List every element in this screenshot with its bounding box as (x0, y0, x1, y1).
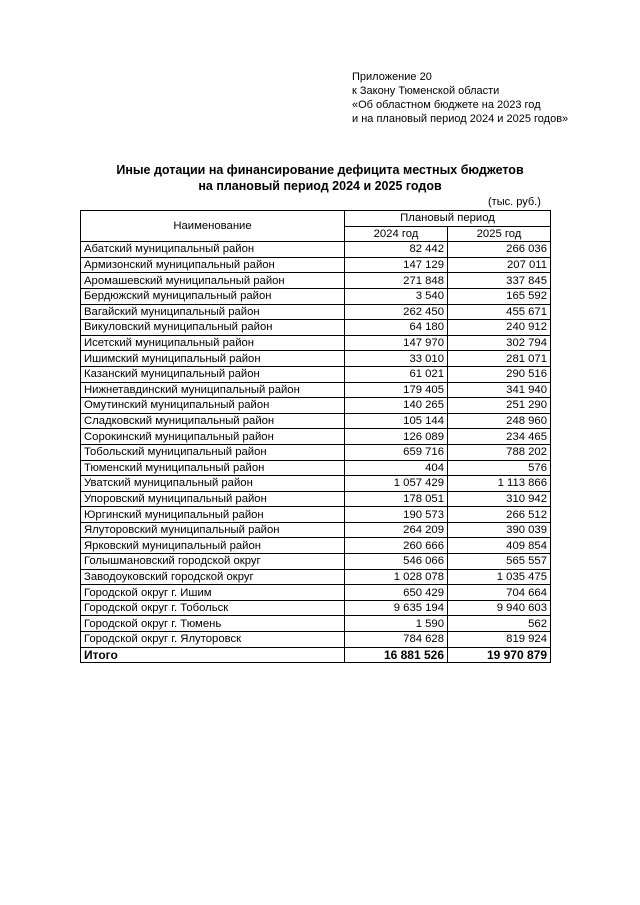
district-name-cell: Сорокинский муниципальный район (81, 429, 345, 445)
appendix-note-line: Приложение 20 (352, 71, 432, 83)
district-name-cell: Городской округ г. Тюмень (81, 616, 345, 632)
appendix-note-line: к Закону Тюменской области (352, 85, 500, 97)
value-2024-cell: 650 429 (345, 585, 448, 601)
value-2025-cell: 565 557 (448, 554, 551, 570)
district-name-cell: Упоровский муниципальный район (81, 491, 345, 507)
table-row (81, 335, 551, 351)
value-2025-cell: 207 011 (448, 257, 551, 273)
table-row (81, 554, 551, 570)
value-2024-cell: 33 010 (345, 351, 448, 367)
value-2024-cell: 271 848 (345, 273, 448, 289)
district-name-cell: Нижнетавдинский муниципальный район (81, 382, 345, 398)
value-2025-cell: 310 942 (448, 491, 551, 507)
table-row (81, 522, 551, 538)
value-2025-cell: 1 113 866 (448, 476, 551, 492)
value-2025-cell: 562 (448, 616, 551, 632)
table-row (81, 257, 551, 273)
title-line: Иные дотации на финансирование дефицита местных бюджетов (116, 163, 524, 177)
value-2024-cell: 264 209 (345, 522, 448, 538)
value-2025-cell: 266 512 (448, 507, 551, 523)
unit-label: (тыс. руб.) (488, 196, 541, 208)
table-row (81, 320, 551, 336)
appendix-note-line: и на плановый период 2024 и 2025 годов» (352, 113, 569, 125)
value-2025-cell: 788 202 (448, 444, 551, 460)
district-name-cell: Армизонский муниципальный район (81, 257, 345, 273)
table-total-row (81, 647, 551, 663)
total-2024-cell: 16 881 526 (345, 647, 448, 663)
value-2024-cell: 126 089 (345, 429, 448, 445)
column-header-2025: 2025 год (448, 226, 551, 242)
district-name-cell: Ишимский муниципальный район (81, 351, 345, 367)
value-2025-cell: 9 940 603 (448, 600, 551, 616)
value-2025-cell: 240 912 (448, 320, 551, 336)
value-2025-cell: 341 940 (448, 382, 551, 398)
district-name-cell: Тобольский муниципальный район (81, 444, 345, 460)
value-2025-cell: 409 854 (448, 538, 551, 554)
value-2025-cell: 165 592 (448, 288, 551, 304)
value-2024-cell: 82 442 (345, 242, 448, 258)
district-name-cell: Голышмановский городской округ (81, 554, 345, 570)
district-name-cell: Городской округ г. Ишим (81, 585, 345, 601)
district-name-cell: Омутинский муниципальный район (81, 398, 345, 414)
table-row (81, 398, 551, 414)
appendix-note-line: «Об областном бюджете на 2023 год (352, 99, 541, 111)
district-name-cell: Бердюжский муниципальный район (81, 288, 345, 304)
value-2024-cell: 1 057 429 (345, 476, 448, 492)
value-2025-cell: 337 845 (448, 273, 551, 289)
value-2024-cell: 659 716 (345, 444, 448, 460)
value-2024-cell: 105 144 (345, 413, 448, 429)
value-2024-cell: 147 970 (345, 335, 448, 351)
table-row (81, 242, 551, 258)
district-name-cell: Уватский муниципальный район (81, 476, 345, 492)
value-2024-cell: 260 666 (345, 538, 448, 554)
value-2024-cell: 3 540 (345, 288, 448, 304)
value-2024-cell: 1 028 078 (345, 569, 448, 585)
district-name-cell: Викуловский муниципальный район (81, 320, 345, 336)
table-row (81, 491, 551, 507)
table-body (81, 242, 551, 663)
subsidy-table (80, 210, 551, 663)
district-name-cell: Городской округ г. Тобольск (81, 600, 345, 616)
column-header-2024: 2024 год (345, 226, 448, 242)
table-row (81, 304, 551, 320)
total-label-cell: Итого (81, 647, 345, 663)
value-2025-cell: 248 960 (448, 413, 551, 429)
value-2025-cell: 290 516 (448, 366, 551, 382)
district-name-cell: Исетский муниципальный район (81, 335, 345, 351)
table-row (81, 460, 551, 476)
column-header-name: Наименование (81, 211, 345, 242)
column-header-plan-period: Плановый период (345, 211, 551, 227)
district-name-cell: Заводоуковский городской округ (81, 569, 345, 585)
value-2024-cell: 140 265 (345, 398, 448, 414)
value-2024-cell: 784 628 (345, 632, 448, 648)
value-2024-cell: 61 021 (345, 366, 448, 382)
district-name-cell: Сладковский муниципальный район (81, 413, 345, 429)
value-2025-cell: 234 465 (448, 429, 551, 445)
district-name-cell: Городской округ г. Ялуторовск (81, 632, 345, 648)
title-line: на плановый период 2024 и 2025 годов (198, 179, 442, 193)
value-2024-cell: 404 (345, 460, 448, 476)
document-title (60, 162, 580, 194)
value-2024-cell: 190 573 (345, 507, 448, 523)
district-name-cell: Тюменский муниципальный район (81, 460, 345, 476)
table-row (81, 413, 551, 429)
value-2025-cell: 1 035 475 (448, 569, 551, 585)
table-row (81, 538, 551, 554)
table-header-row (81, 211, 551, 227)
table-row (81, 382, 551, 398)
value-2024-cell: 64 180 (345, 320, 448, 336)
value-2025-cell: 251 290 (448, 398, 551, 414)
value-2024-cell: 262 450 (345, 304, 448, 320)
table-row (81, 444, 551, 460)
table-row (81, 632, 551, 648)
value-2024-cell: 9 635 194 (345, 600, 448, 616)
value-2025-cell: 266 036 (448, 242, 551, 258)
district-name-cell: Абатский муниципальный район (81, 242, 345, 258)
value-2024-cell: 179 405 (345, 382, 448, 398)
table-row (81, 366, 551, 382)
value-2025-cell: 390 039 (448, 522, 551, 538)
value-2025-cell: 281 071 (448, 351, 551, 367)
table-row (81, 569, 551, 585)
value-2025-cell: 819 924 (448, 632, 551, 648)
table-row (81, 476, 551, 492)
district-name-cell: Ялуторовский муниципальный район (81, 522, 345, 538)
value-2024-cell: 178 051 (345, 491, 448, 507)
value-2025-cell: 576 (448, 460, 551, 476)
appendix-note (352, 70, 568, 126)
district-name-cell: Юргинский муниципальный район (81, 507, 345, 523)
table-row (81, 429, 551, 445)
table-row (81, 600, 551, 616)
table-row (81, 288, 551, 304)
value-2024-cell: 546 066 (345, 554, 448, 570)
table-row (81, 585, 551, 601)
table-row (81, 273, 551, 289)
total-2025-cell: 19 970 879 (448, 647, 551, 663)
district-name-cell: Казанский муниципальный район (81, 366, 345, 382)
value-2024-cell: 1 590 (345, 616, 448, 632)
table-row (81, 507, 551, 523)
district-name-cell: Вагайский муниципальный район (81, 304, 345, 320)
value-2024-cell: 147 129 (345, 257, 448, 273)
table-row (81, 351, 551, 367)
value-2025-cell: 455 671 (448, 304, 551, 320)
value-2025-cell: 302 794 (448, 335, 551, 351)
table-row (81, 616, 551, 632)
district-name-cell: Аромашевский муниципальный район (81, 273, 345, 289)
value-2025-cell: 704 664 (448, 585, 551, 601)
district-name-cell: Ярковский муниципальный район (81, 538, 345, 554)
